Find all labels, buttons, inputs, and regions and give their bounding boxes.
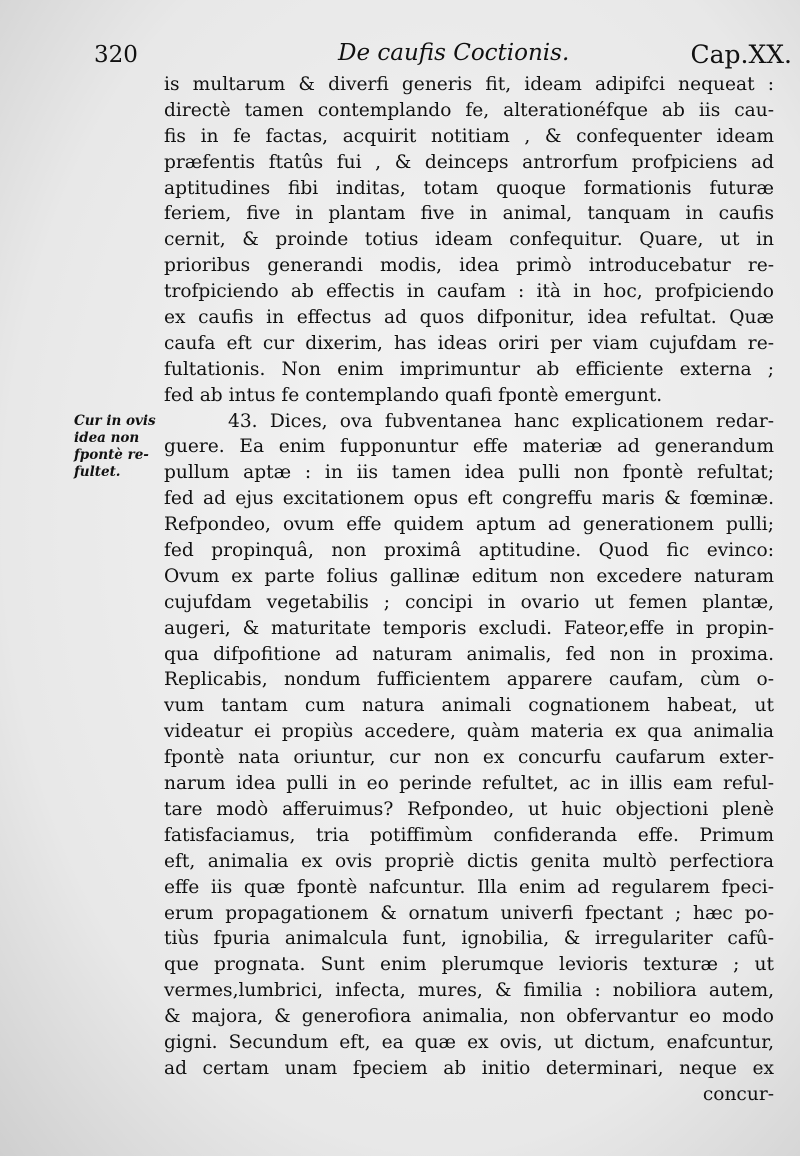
text-line: pullum aptæ : in iis tamen idea pulli non fpontè refultat;	[164, 462, 774, 484]
text-line: vermes,lumbrici, infecta, mures, & fimilia : nobiliora autem,	[164, 980, 774, 1002]
text-line: Refpondeo, ovum effe quidem aptum ad generationem pulli;	[164, 514, 774, 536]
text-line: ex caufis in effectus ad quos difponitur, idea refultat. Quæ	[164, 307, 774, 329]
text-line: fpontè nata oriuntur, cur non ex concurfu caufarum exter-	[164, 747, 774, 769]
text-line: fed ad ejus excitationem opus eft congreffu maris & fœminæ.	[164, 488, 774, 510]
page-number: 320	[94, 42, 138, 68]
text-line: fultationis. Non enim imprimuntur ab efficiente externa ;	[164, 358, 774, 380]
text-line: qua difpofitione ad naturam animalis, fed non in proxima.	[164, 643, 774, 665]
text-line: fatisfaciamus, tria potiffimùm confideranda effe. Primum	[164, 824, 774, 846]
text-line: cujufdam vegetabilis ; concipi in ovario ut femen plantæ,	[164, 591, 774, 613]
chapter-label: Cap.XX.	[690, 40, 792, 69]
text-line: Replicabis, nondum fufficientem apparere caufam, cùm o-	[164, 669, 774, 691]
margin-note-line: idea non	[74, 430, 140, 446]
text-line: trofpiciendo ab effectis in caufam : ità in hoc, profpiciendo	[164, 281, 774, 303]
text-line: gigni. Secundum eft, ea quæ ex ovis, ut dictum, enafcuntur,	[164, 1031, 774, 1053]
text-line: & majora, & generofiora animalia, non obfervantur eo modo	[164, 1006, 774, 1028]
text-line: erum propagationem & ornatum univerfi fpectant ; hæc po-	[164, 902, 774, 924]
running-title: De caufis Coctionis.	[338, 40, 570, 66]
catchword: concur-	[702, 1083, 774, 1105]
text-line: aptitudines fibi inditas, totam quoque formationis futuræ	[164, 177, 774, 199]
text-line: feriem, five in plantam five in animal, tanquam in caufis	[164, 203, 774, 225]
text-line: narum idea pulli in eo perinde refultet, ac in illis eam reful-	[164, 773, 774, 795]
text-line: præfentis ftatûs fui , & deinceps antrorfum profpiciens ad	[164, 151, 774, 173]
page-header	[94, 36, 792, 72]
body-text	[164, 72, 774, 1108]
text-line: tiùs fpuria animalcula funt, ignobilia, & irregulariter cafû-	[164, 928, 774, 950]
text-line: augeri, & maturitate temporis excludi. Fateor,effe in propin-	[164, 617, 774, 639]
text-line: guere. Ea enim fupponuntur effe materiæ ad generandum	[164, 436, 774, 458]
text-line: cernit, & proinde totius ideam confequitur. Quare, ut in	[164, 229, 774, 251]
margin-note	[74, 413, 158, 481]
text-line: videatur ei propiùs accedere, quàm materia ex qua animalia	[164, 721, 774, 743]
margin-note-line: fpontè re-	[74, 447, 149, 463]
margin-note-line: Cur in ovis	[74, 413, 156, 429]
text-line: fis in fe factas, acquirit notitiam , & confequenter ideam	[164, 125, 774, 147]
text-line: is multarum & diverfi generis fit, ideam adipifci nequeat :	[164, 74, 774, 95]
text-line: vum tantam cum natura animali cognationem habeat, ut	[164, 695, 774, 717]
text-line: fed ab intus fe contemplando quafi fpontè emergunt.	[164, 384, 663, 406]
text-line: prioribus generandi modis, idea primò introducebatur re-	[164, 255, 774, 277]
margin-note-line: fultet.	[74, 464, 121, 480]
text-line: fed propinquâ, non proximâ aptitudine. Quod fic evinco:	[164, 540, 774, 562]
text-line: que prognata. Sunt enim plerumque levioris texturæ ; ut	[164, 954, 774, 976]
text-line: tare modò afferuimus? Refpondeo, ut huic objectioni plenè	[164, 798, 774, 820]
text-line: caufa eft cur dixerim, has ideas oriri per viam cujufdam re-	[164, 332, 774, 354]
text-line: 43. Dices, ova fubventanea hanc explicationem redar-	[228, 410, 774, 432]
text-line: Ovum ex parte folius gallinæ editum non excedere naturam	[164, 565, 774, 587]
text-line: ad certam unam fpeciem ab initio determinari, neque ex	[164, 1057, 774, 1079]
text-line: effe iis quæ fpontè nafcuntur. Illa enim ad regularem fpeci-	[164, 876, 774, 898]
text-line: eft, animalia ex ovis propriè dictis genita multò perfectiora	[164, 850, 774, 872]
text-line: directè tamen contemplando fe, alterationéfque ab iis cau-	[164, 99, 774, 121]
